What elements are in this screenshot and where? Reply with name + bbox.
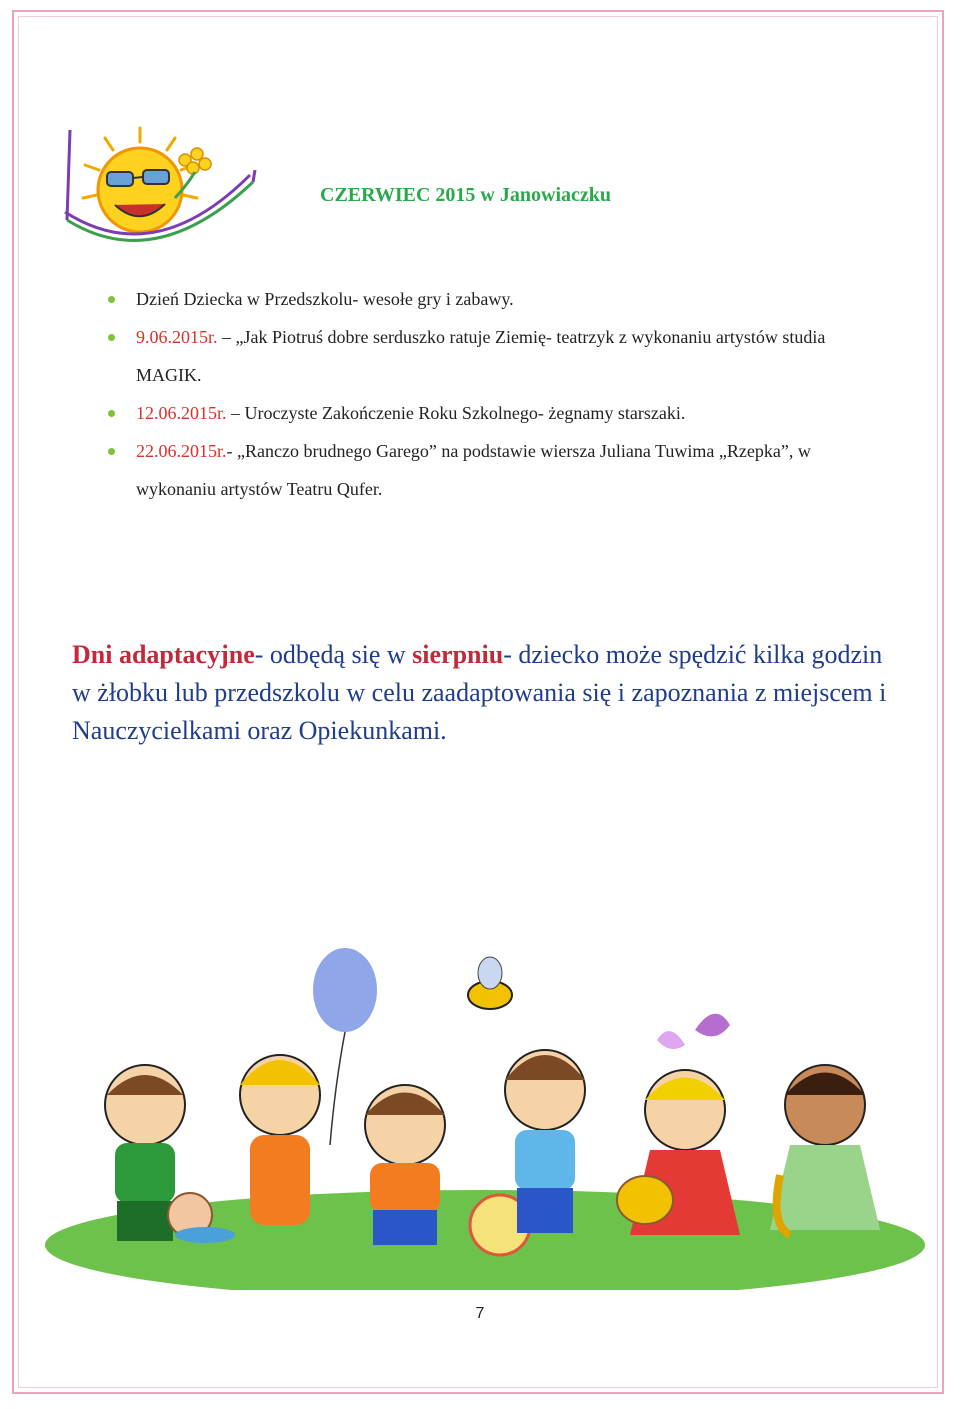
page-number: 7 <box>475 1305 485 1322</box>
bullet-icon <box>108 296 115 303</box>
bullet-icon <box>108 334 115 341</box>
event-item <box>100 394 880 432</box>
children-illustration <box>45 945 925 1290</box>
bullet-icon <box>108 410 115 417</box>
event-item <box>100 432 880 508</box>
adaptation-text-2: - dziecko może spędzić kilka godzin w żłobku lub przedszkolu w celu zaadaptowania się i zapoznania z miejscem i Nauczycielkami oraz Opiekunkami. <box>72 640 887 745</box>
page-title: CZERWIEC 2015 w Janowiaczku <box>320 184 611 206</box>
adaptation-text-1: - odbędą się w <box>254 640 413 669</box>
event-item <box>100 280 880 318</box>
event-date: 22.06.2015r. <box>136 441 227 461</box>
event-item <box>100 318 880 394</box>
event-text: – Uroczyste Zakończenie Roku Szkolnego- żegnamy starszaki. <box>226 403 686 423</box>
adaptation-lead: Dni adaptacyjne <box>72 640 255 669</box>
event-list <box>100 280 880 508</box>
adaptation-paragraph <box>72 636 902 750</box>
event-date: 9.06.2015r. <box>136 327 218 347</box>
event-text: Dzień Dziecka w Przedszkolu- wesołe gry i zabawy. <box>136 289 514 309</box>
bullet-icon <box>108 448 115 455</box>
adaptation-highlight: sierpniu <box>412 640 504 669</box>
sun-hammock-illustration <box>45 120 265 260</box>
event-date: 12.06.2015r. <box>136 403 227 423</box>
event-text: – „Jak Piotruś dobre serduszko ratuje Ziemię- teatrzyk z wykonaniu artystów studia MAGIK. <box>136 327 826 385</box>
event-text: - „Ranczo brudnego Garego” na podstawie wiersza Juliana Tuwima „Rzepka”, w wykonaniu artystów Teatru Qufer. <box>136 441 811 499</box>
